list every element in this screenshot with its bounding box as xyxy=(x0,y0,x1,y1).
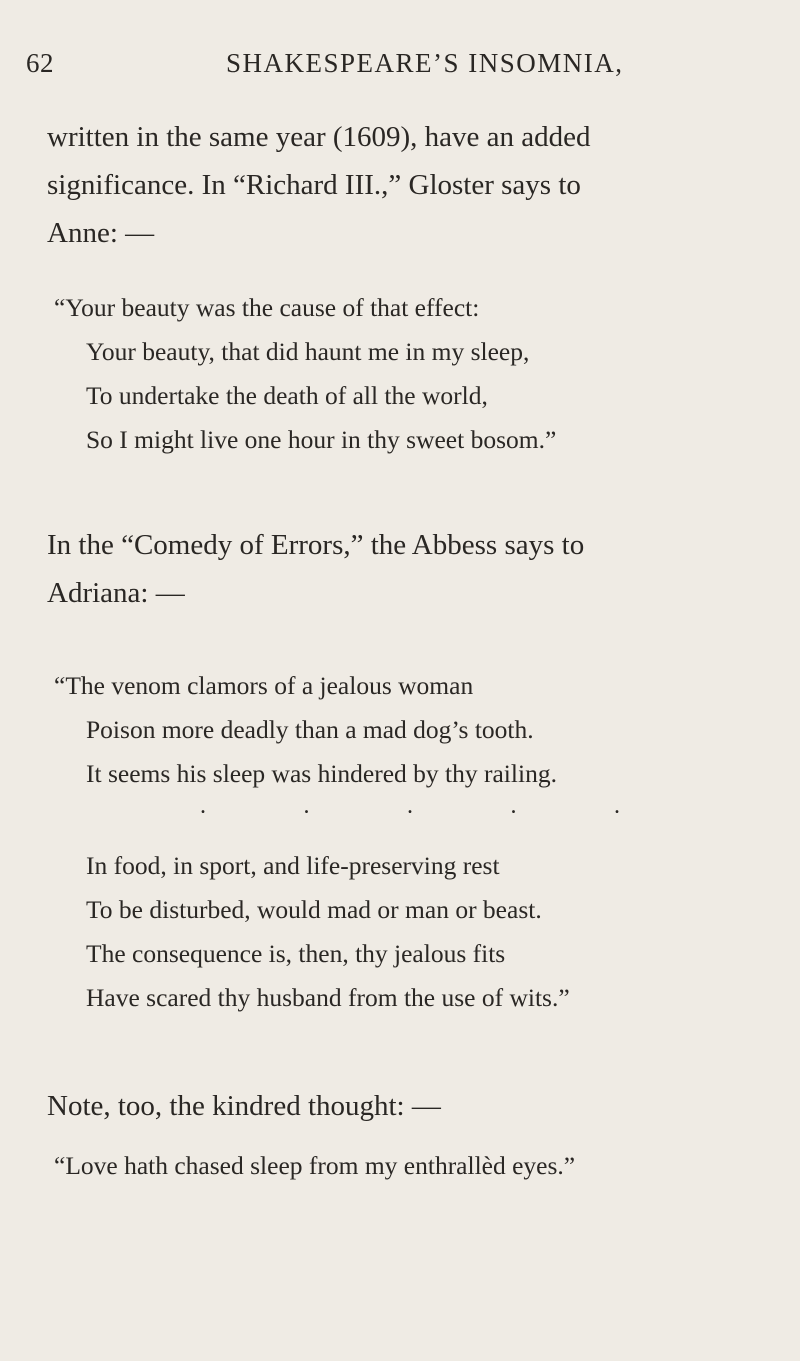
text-line: significance. In “Richard III.,” Gloster says to xyxy=(47,169,581,201)
verse-line: “Love hath chased sleep from my enthrallèd eyes.” xyxy=(54,1151,576,1180)
ellipsis-dot: . xyxy=(510,793,517,819)
quote-comedy-of-errors-continued xyxy=(54,844,774,1020)
ellipsis-dot: . xyxy=(407,793,413,819)
verse-line: Poison more deadly than a mad dog’s tooth. xyxy=(86,715,534,744)
ellipsis-dot: . xyxy=(200,793,206,819)
paragraph-1 xyxy=(47,113,777,257)
text-line: In the “Comedy of Errors,” the Abbess says to xyxy=(47,529,585,561)
verse-line: “Your beauty was the cause of that effect: xyxy=(54,293,480,322)
verse-line: Your beauty, that did haunt me in my sleep, xyxy=(86,337,530,366)
ellipsis-dot: . xyxy=(614,793,620,819)
verse-line: To be disturbed, would mad or man or beast. xyxy=(86,895,542,924)
verse-line: It seems his sleep was hindered by thy railing. xyxy=(86,759,557,788)
quote-richard-iii xyxy=(54,286,774,462)
verse-line: So I might live one hour in thy sweet bosom.” xyxy=(86,425,557,454)
verse-line: In food, in sport, and life-preserving rest xyxy=(86,851,500,880)
quote-love-hath-chased xyxy=(54,1144,774,1188)
verse-line: To undertake the death of all the world, xyxy=(86,381,488,410)
verse-line: “The venom clamors of a jealous woman xyxy=(54,671,474,700)
paragraph-2 xyxy=(47,521,777,617)
ellipsis-dots xyxy=(200,794,620,818)
quote-comedy-of-errors xyxy=(54,664,774,796)
text-line: Anne: — xyxy=(47,217,155,249)
running-title: SHAKESPEARE’S INSOMNIA, xyxy=(226,48,624,78)
text-line: written in the same year (1609), have an added xyxy=(47,121,591,153)
ellipsis-dot: . xyxy=(303,793,310,819)
text-line: Adriana: — xyxy=(47,577,185,609)
verse-line: Have scared thy husband from the use of wits.” xyxy=(86,983,570,1012)
paragraph-3 xyxy=(47,1082,777,1130)
text-line: Note, too, the kindred thought: — xyxy=(47,1090,441,1122)
verse-line: The consequence is, then, thy jealous fits xyxy=(86,939,506,968)
page-number: 62 xyxy=(26,48,54,78)
